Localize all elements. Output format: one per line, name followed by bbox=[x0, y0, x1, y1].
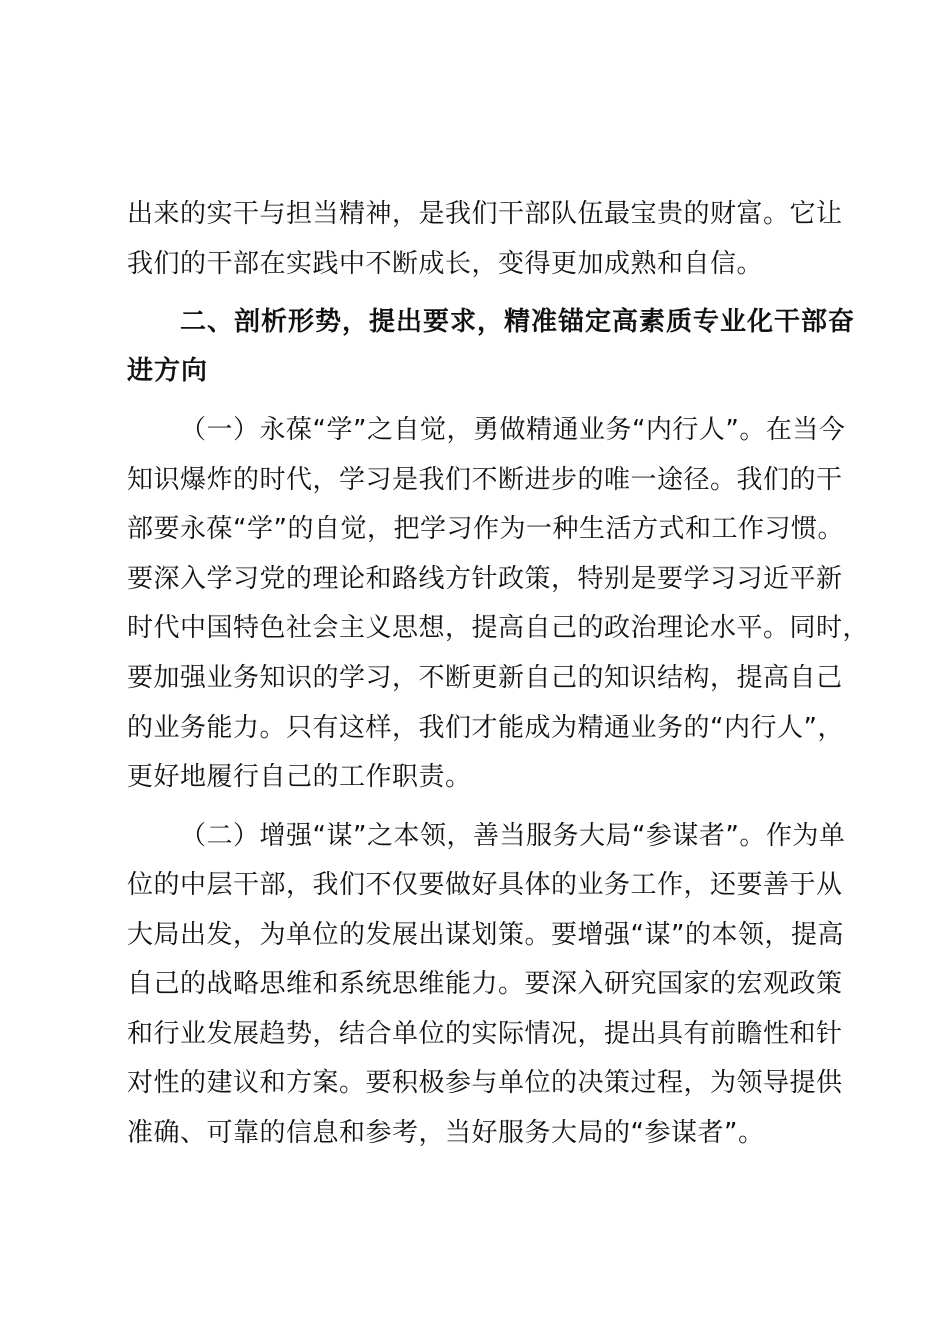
section-heading: 二、剖析形势，提出要求，精准锚定高素质专业化干部奋 bbox=[180, 307, 856, 337]
paragraph-line: 要加强业务知识的学习，不断更新自己的知识结构，提高自己 bbox=[127, 663, 843, 693]
paragraph-line: 和行业发展趋势，结合单位的实际情况，提出具有前瞻性和针 bbox=[127, 1019, 843, 1049]
paragraph-line: 时代中国特色社会主义思想，提高自己的政治理论水平。同时， bbox=[127, 613, 870, 643]
paragraph-line: 大局出发，为单位的发展出谋划策。要增强“谋”的本领，提高 bbox=[127, 920, 844, 950]
paragraph-line: 我们的干部在实践中不断成长，变得更加成熟和自信。 bbox=[127, 249, 764, 279]
paragraph-line: （一）永葆“学”之自觉，勇做精通业务“内行人”。在当今 bbox=[180, 415, 846, 445]
paragraph-line: 位的中层干部，我们不仅要做好具体的业务工作，还要善于从 bbox=[127, 870, 843, 900]
paragraph-line: 对性的建议和方案。要积极参与单位的决策过程，为领导提供 bbox=[127, 1068, 843, 1098]
paragraph-line: 自己的战略思维和系统思维能力。要深入研究国家的宏观政策 bbox=[127, 969, 843, 999]
paragraph-line: 部要永葆“学”的自觉，把学习作为一种生活方式和工作习惯。 bbox=[127, 514, 844, 544]
section-heading: 进方向 bbox=[127, 356, 209, 386]
paragraph-line: 知识爆炸的时代，学习是我们不断进步的唯一途径。我们的干 bbox=[127, 465, 843, 495]
paragraph-line: 的业务能力。只有这样，我们才能成为精通业务的“内行人”， bbox=[127, 713, 844, 743]
paragraph-line: 出来的实干与担当精神，是我们干部队伍最宝贵的财富。它让 bbox=[127, 199, 843, 229]
paragraph-line: 更好地履行自己的工作职责。 bbox=[127, 762, 472, 792]
paragraph-line: （二）增强“谋”之本领，善当服务大局“参谋者”。作为单 bbox=[180, 821, 846, 851]
paragraph-line: 准确、可靠的信息和参考，当好服务大局的“参谋者”。 bbox=[127, 1118, 765, 1148]
paragraph-line: 要深入学习党的理论和路线方针政策，特别是要学习习近平新 bbox=[127, 564, 843, 594]
